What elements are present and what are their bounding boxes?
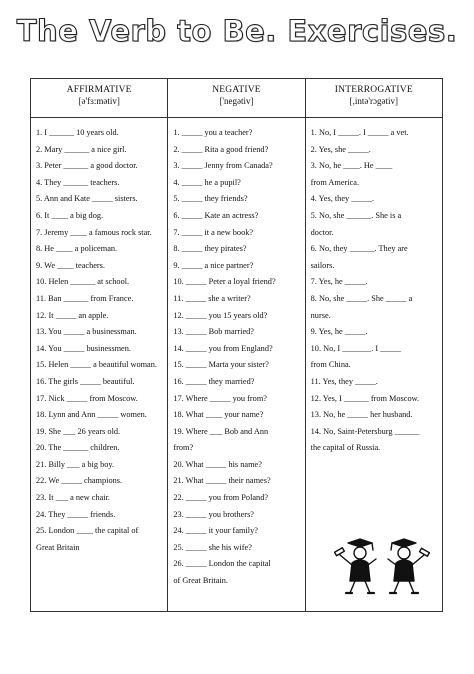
exercise-line: 22. _____ you from Poland? <box>173 493 269 503</box>
header-interrogative <box>305 79 442 117</box>
exercise-line: 12. _____ you 15 years old? <box>173 310 268 320</box>
exercise-line: 2. Mary ______ a nice girl. <box>36 144 127 154</box>
exercise-line: of Great Britain. <box>173 576 228 586</box>
exercise-line: 6. _____ Kate an actress? <box>173 210 259 220</box>
exercise-line: 7. _____ it a new book? <box>173 227 254 237</box>
exercise-line: 4. They ______ teachers. <box>36 177 120 187</box>
exercise-line: 20. The ______ children. <box>36 443 120 453</box>
table-header-row <box>31 79 442 118</box>
exercise-line: 21. What _____ their names? <box>173 476 271 486</box>
exercise-line: 13. You _____ a businessman. <box>36 327 137 337</box>
exercise-line: 4. _____ he a pupil? <box>173 177 241 187</box>
exercise-line: 9. Yes, he _____. <box>310 327 368 337</box>
exercise-line: 19. She ___ 26 years old. <box>36 426 121 436</box>
exercise-line: 6. It ____ a big dog. <box>36 210 104 220</box>
column-phonetic: [,intə'rɔgətiv] <box>349 96 398 106</box>
exercise-line: nurse. <box>310 310 331 320</box>
exercise-line: from America. <box>310 177 360 187</box>
exercise-line: 17. Nick _____ from Moscow. <box>36 393 138 403</box>
exercise-line: 26. _____ London the capital <box>173 559 271 569</box>
exercise-line: sailors. <box>310 260 335 270</box>
exercise-line: 5. No, she ______. She is a <box>310 210 402 220</box>
exercise-line: 14. You _____ businessmen. <box>36 343 131 353</box>
exercise-table <box>30 78 443 612</box>
exercise-line: 10. No, I _______. I _____ <box>310 343 401 353</box>
column-phonetic: ['negətiv] <box>219 96 254 106</box>
exercise-line: 1. I ______ 10 years old. <box>36 128 119 137</box>
exercise-line: 14. No, Saint-Petersburg ______ <box>310 426 420 436</box>
column-heading: NEGATIVE <box>212 85 261 95</box>
exercise-line: 11. _____ she a writer? <box>173 293 251 303</box>
exercise-line: from China. <box>310 360 351 370</box>
exercise-line: 2. Yes, she _____. <box>310 144 371 154</box>
exercise-line: 7. Jeremy ____ a famous rock star. <box>36 227 152 237</box>
exercise-line: 6. No, they ______. They are <box>310 244 408 254</box>
affirmative-column <box>31 118 167 611</box>
exercise-line: 14. _____ you from England? <box>173 343 273 353</box>
exercise-line: 20. What _____ his name? <box>173 459 262 469</box>
exercise-line: 17. Where _____ you from? <box>173 393 267 403</box>
exercise-line: 21. Billy ___ a big boy. <box>36 459 115 469</box>
exercise-line: 16. _____ they married? <box>173 376 255 386</box>
exercise-line: 13. _____ Bob married? <box>173 327 254 337</box>
exercise-line: 11. Ban ______ from France. <box>36 293 134 303</box>
exercise-line: 9. We ____ teachers. <box>36 260 105 270</box>
exercise-line: 10. _____ Peter a loyal friend? <box>173 277 276 287</box>
exercise-line: 22. We _____ champions. <box>36 476 123 486</box>
exercise-line: 8. _____ they pirates? <box>173 244 247 254</box>
exercise-line: 5. _____ they friends? <box>173 194 248 204</box>
exercise-line: 8. He ____ a policeman. <box>36 244 118 254</box>
exercise-line: 1. _____ you a teacher? <box>173 128 253 137</box>
interrogative-column <box>305 118 442 611</box>
exercise-line: 23. _____ you brothers? <box>173 509 254 519</box>
exercise-line: 19. Where ___ Bob and Ann <box>173 426 269 436</box>
table-body-row <box>31 118 442 611</box>
exercise-line: 3. Peter ______ a good doctor. <box>36 161 138 171</box>
exercise-line: the capital of Russia. <box>310 443 381 453</box>
exercise-line: 12. Yes, I ______ from Moscow. <box>310 393 420 403</box>
page-title: The Verb to Be. Exercises. <box>16 14 458 48</box>
exercise-line: 3. _____ Jenny from Canada? <box>173 161 273 171</box>
exercise-line: 10. Helen ______ at school. <box>36 277 130 287</box>
column-phonetic: [ə'fɜ:mətiv] <box>78 96 120 106</box>
exercise-line: 8. No, she _____. She _____ a <box>310 293 413 303</box>
graduates-illustration-icon <box>334 533 430 599</box>
exercise-line: 24. _____ it your family? <box>173 526 258 536</box>
exercise-line: 12. It _____ an apple. <box>36 310 109 320</box>
exercise-line: from? <box>173 443 194 453</box>
exercise-line: 5. Ann and Kate _____ sisters. <box>36 194 138 204</box>
header-affirmative <box>31 79 167 117</box>
exercise-line: 24. They _____ friends. <box>36 509 116 519</box>
exercise-line: 11. Yes, they _____. <box>310 376 378 386</box>
negative-column <box>167 118 304 611</box>
exercise-line: 9. _____ a nice partner? <box>173 260 254 270</box>
exercise-line: 15. _____ Marta your sister? <box>173 360 269 370</box>
exercise-line: Great Britain <box>36 542 80 552</box>
exercise-line: 23. It ___ a new chair. <box>36 493 110 503</box>
exercise-line: 25. London ____ the capital of <box>36 526 139 536</box>
exercise-line: 2. _____ Rita a good friend? <box>173 144 269 154</box>
exercise-line: 7. Yes, he _____. <box>310 277 368 287</box>
exercise-line: 15. Helen _____ a beautiful woman. <box>36 360 157 370</box>
column-heading: AFFIRMATIVE <box>66 85 132 95</box>
header-negative <box>167 79 304 117</box>
exercise-line: 18. Lynn and Ann _____ women. <box>36 410 147 420</box>
exercise-line: 1. No, I _____. I _____ a vet. <box>310 128 409 137</box>
exercise-line: 25. _____ she his wife? <box>173 542 252 552</box>
exercise-line: doctor. <box>310 227 334 237</box>
column-heading: INTERROGATIVE <box>334 85 413 95</box>
exercise-line: 16. The girls _____ beautiful. <box>36 376 135 386</box>
exercise-line: 3. No, he ____. He ____ <box>310 161 393 171</box>
exercise-line: 4. Yes, they _____. <box>310 194 375 204</box>
exercise-line: 18. What ____ your name? <box>173 410 264 420</box>
exercise-line: 13. No, he _____ her husband. <box>310 410 413 420</box>
